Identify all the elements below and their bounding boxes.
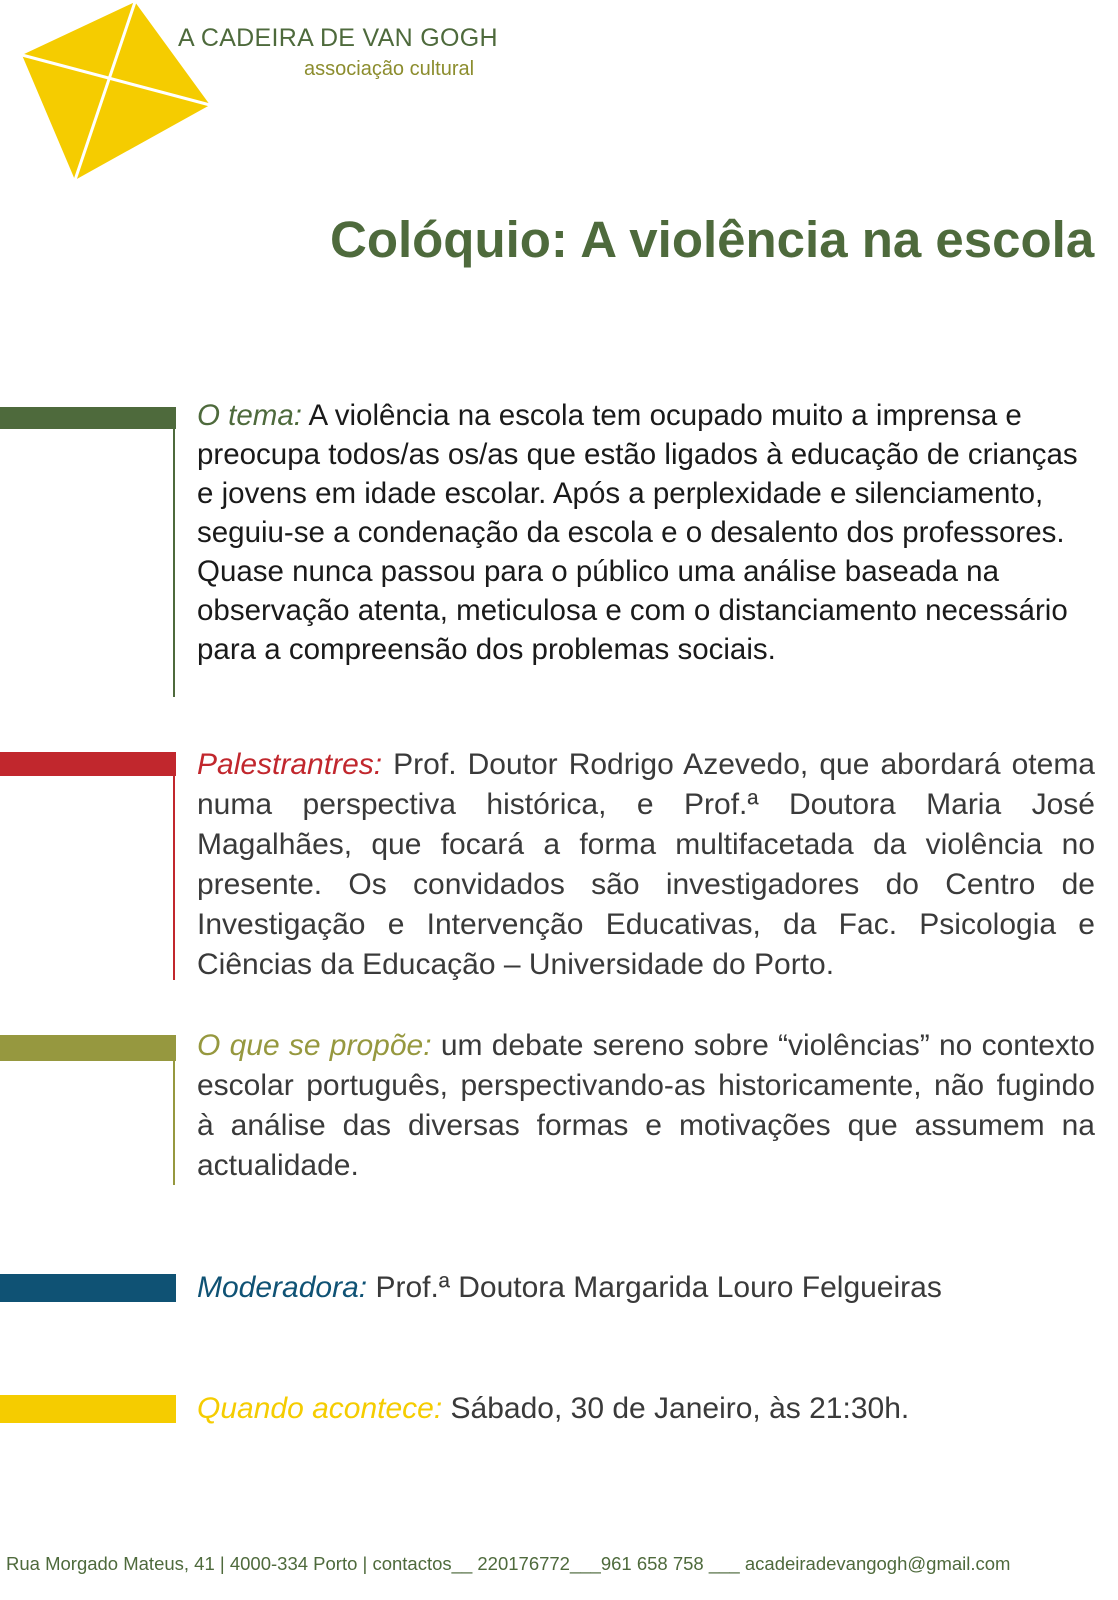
section-bar-yellow xyxy=(0,1395,176,1423)
section-quando xyxy=(197,1389,1095,1429)
page-title: Colóquio: A violência na escola xyxy=(330,211,1095,268)
section-line-red xyxy=(173,752,175,980)
section-text-moderadora: Prof.ª Doutora Margarida Louro Felgueiras xyxy=(375,1271,942,1304)
section-tema xyxy=(197,396,1095,669)
section-label-propoe: O que se propõe: xyxy=(197,1029,432,1062)
section-text-palestrantes: Prof. Doutor Rodrigo Azevedo, que abordará otema numa perspectiva histórica, e Prof.ª Doutora Maria José Magalhães, que focará a forma multifacetada da violência no presente. Os convidados são investigadores do Centro de Investigação e Intervenção Educativas, da Fac. Psicologia e Ciências da Educação – Universidade do Porto. xyxy=(197,748,1095,981)
section-bar-blue xyxy=(0,1274,176,1302)
section-text-propoe: um debate sereno sobre “violências” no contexto escolar português, perspectivando-as historicamente, não fugindo à análise das diversas formas e motivações que assumem na actualidade. xyxy=(197,1029,1095,1182)
section-label-quando: Quando acontece: xyxy=(197,1392,443,1425)
org-name: A CADEIRA DE VAN GOGH xyxy=(178,24,498,52)
section-moderadora xyxy=(197,1268,1095,1308)
section-text-tema: A violência na escola tem ocupado muito a imprensa e preocupa todos/as os/as que estão ligados à educação de crianças e jovens em idade escolar. Após a perplexidade e silenciamento, seguiu-se a condenação da escola e o desalento dos professores. Quase nunca passou para o público uma análise baseada na observação atenta, meticulosa e com o distanciamento necessário para a compreensão dos problemas sociais. xyxy=(197,399,1078,666)
section-bar-red xyxy=(0,752,176,776)
section-propoe xyxy=(197,1026,1095,1186)
section-line-green xyxy=(173,407,175,697)
footer-contacts: Rua Morgado Mateus, 41 | 4000-334 Porto | contactos__ 220176772___961 658 758 ___ acadeiradevangogh@gmail.com xyxy=(6,1553,1011,1574)
section-label-palestrantes: Palestrantres: xyxy=(197,748,383,781)
section-text-quando: Sábado, 30 de Janeiro, às 21:30h. xyxy=(450,1392,910,1425)
section-palestrantes xyxy=(197,745,1095,985)
section-line-olive xyxy=(173,1035,175,1185)
section-bar-green xyxy=(0,407,176,429)
section-label-moderadora: Moderadora: xyxy=(197,1271,368,1304)
section-bar-olive xyxy=(0,1035,176,1061)
org-subtitle: associação cultural xyxy=(304,58,475,80)
section-label-tema: O tema: xyxy=(197,399,302,432)
